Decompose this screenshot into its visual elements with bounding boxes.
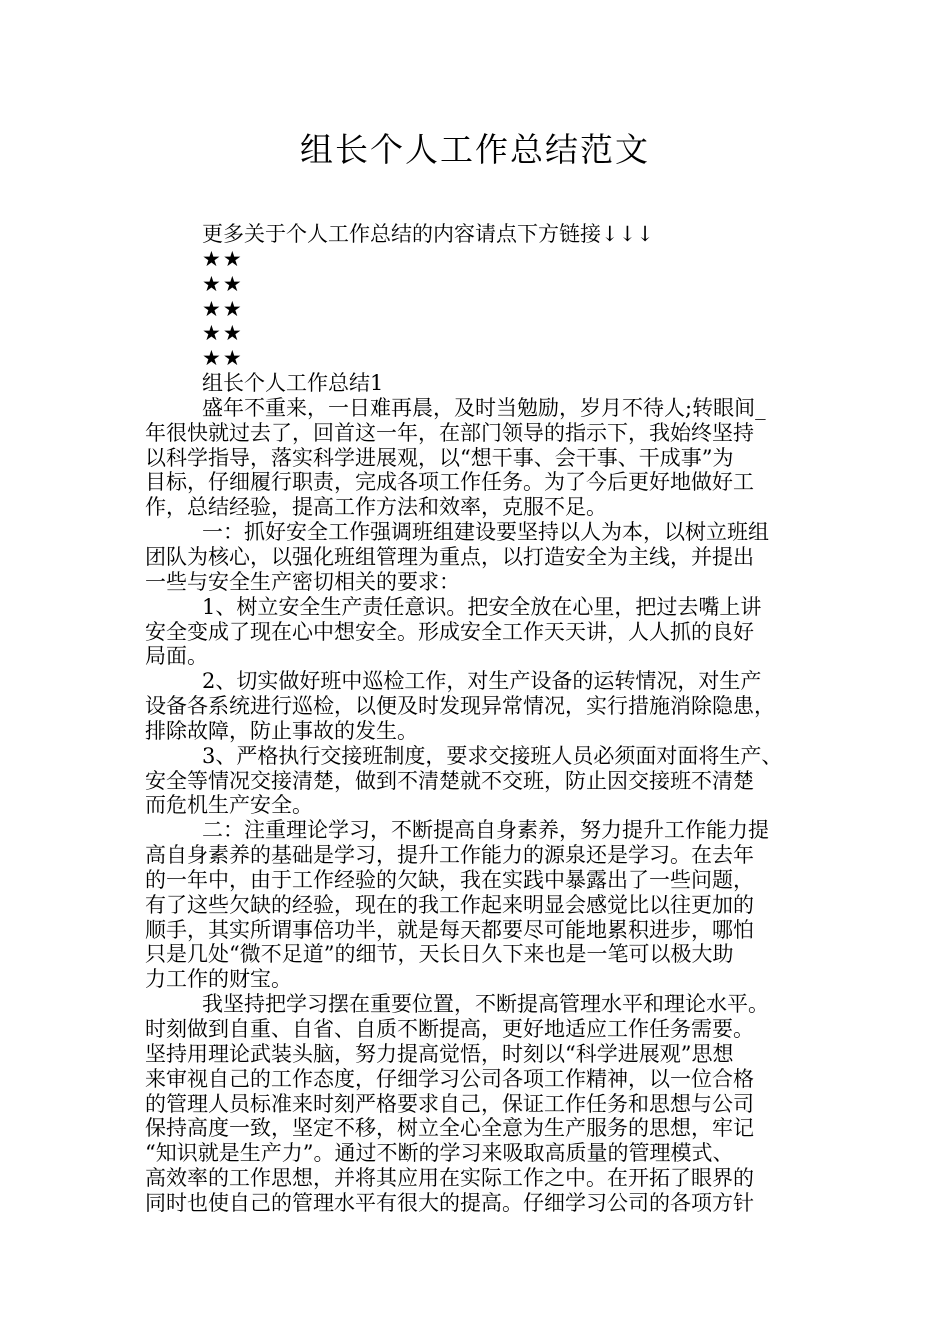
text-line: 有了这些欠缺的经验，现在的我工作起来明显会感觉比以往更加的	[145, 892, 754, 917]
text-line: 来审视自己的工作态度，仔细学习公司各项工作精神，以一位合格	[145, 1066, 754, 1091]
text-line: 的一年中，由于工作经验的欠缺，我在实践中暴露出了一些问题，	[145, 867, 754, 892]
text-line: 而危机生产安全。	[145, 793, 313, 818]
document-body	[145, 222, 815, 1216]
text-line: 顺手，其实所谓事倍功半，就是每天都要尽可能地累积进步，哪怕	[145, 917, 754, 942]
text-line: 一些与安全生产密切相关的要求：	[145, 569, 460, 594]
text-line: 年很快就过去了，回首这一年，在部门领导的指示下，我始终坚持	[145, 420, 754, 445]
text-line: 一：抓好安全工作强调班组建设要坚持以人为本，以树立班组	[202, 520, 769, 545]
star-divider: ★★	[202, 321, 244, 346]
text-line: “知识就是生产力”。通过不断的学习来吸取高质量的管理模式、	[145, 1141, 734, 1166]
text-line: 作，总结经验，提高工作方法和效率，克服不足。	[145, 495, 607, 520]
text-line: 目标，仔细履行职责，完成各项工作任务。为了今后更好地做好工	[145, 470, 754, 495]
more-links-note[interactable]: 更多关于个人工作总结的内容请点下方链接↓↓↓	[202, 222, 654, 246]
text-line: 时刻做到自重、自省、自质不断提高，更好地适应工作任务需要。	[145, 1017, 754, 1041]
text-line: 保持高度一致，坚定不移，树立全心全意为生产服务的思想，牢记	[145, 1116, 754, 1141]
text-line: 排除故障，防止事故的发生。	[145, 718, 418, 743]
text-line: 的管理人员标准来时刻严格要求自己，保证工作任务和思想与公司	[145, 1091, 754, 1116]
text-line: 1、树立安全生产责任意识。把安全放在心里，把过去嘴上讲	[202, 594, 762, 619]
document-title: 组长个人工作总结范文	[300, 130, 650, 169]
text-line: 局面。	[145, 644, 208, 669]
star-divider: ★★	[202, 271, 244, 296]
text-line: 只是几处“微不足道”的细节，天长日久下来也是一笔可以极大助	[145, 942, 734, 967]
text-line: 2、切实做好班中巡检工作，对生产设备的运转情况，对生产	[202, 669, 762, 694]
text-line: 力工作的财宝。	[145, 967, 292, 992]
text-line: 同时也使自己的管理水平有很大的提高。仔细学习公司的各项方针	[145, 1190, 754, 1215]
star-divider: ★★	[202, 346, 244, 371]
text-line: 安全等情况交接清楚，做到不清楚就不交班，防止因交接班不清楚	[145, 768, 754, 793]
text-line: 二：注重理论学习，不断提高自身素养，努力提升工作能力提	[202, 818, 769, 843]
text-line: 团队为核心，以强化班组管理为重点，以打造安全为主线，并提出	[145, 544, 754, 569]
text-line: 以科学指导，落实科学进展观，以“想干事、会干事、干成事”为	[145, 445, 734, 470]
text-line: 3、严格执行交接班制度，要求交接班人员必须面对面将生产、	[202, 743, 783, 768]
text-line: 高效率的工作思想，并将其应用在实际工作之中。在开拓了眼界的	[145, 1166, 754, 1191]
text-line: 高自身素养的基础是学习，提升工作能力的源泉还是学习。在去年	[145, 843, 754, 868]
section-subheading: 组长个人工作总结1	[202, 371, 384, 396]
text-line: 设备各系统进行巡检，以便及时发现异常情况，实行措施消除隐患，	[145, 694, 775, 719]
text-line: 盛年不重来，一日难再晨，及时当勉励，岁月不待人;转眼间_	[202, 395, 766, 420]
star-divider: ★★	[202, 296, 244, 321]
text-line: 坚持用理论武装头脑，努力提高觉悟，时刻以“科学进展观”思想	[145, 1041, 734, 1066]
text-line: 我坚持把学习摆在重要位置，不断提高管理水平和理论水平。	[202, 992, 769, 1017]
text-line: 安全变成了现在心中想安全。形成安全工作天天讲，人人抓的良好	[145, 619, 754, 644]
star-divider: ★★	[202, 246, 244, 271]
